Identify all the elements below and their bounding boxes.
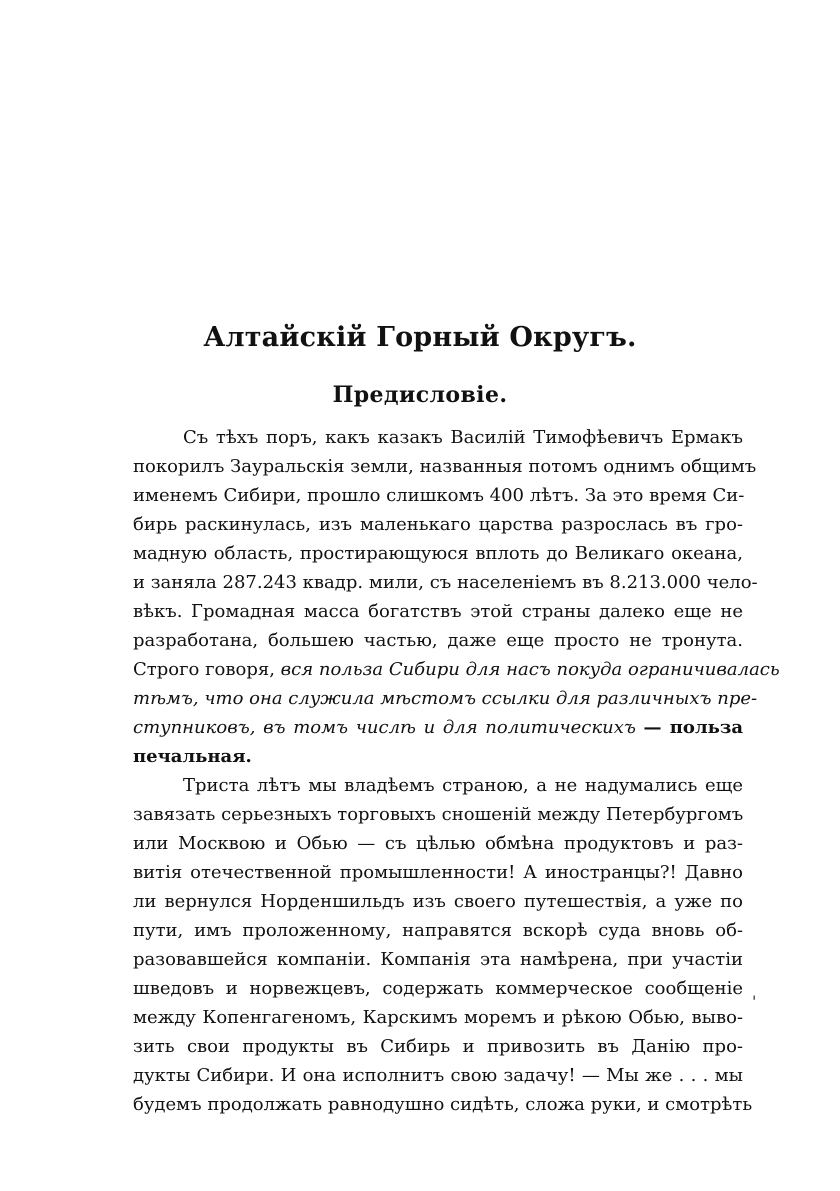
text-line: зить свои продукты въ Сибирь и привозить въ Данію про- (133, 1036, 743, 1057)
text-line: дукты Сибири. И она исполнитъ свою задачу! — Мы же . . . мы (133, 1065, 743, 1086)
paragraph-2 (133, 771, 753, 1119)
text-line: пути, имъ проложенному, направятся вскорѣ суда вновь об- (133, 920, 743, 941)
text-line: вѣкъ. Громадная масса богатствъ этой страны далеко еще не (133, 601, 743, 622)
text-line: будемъ продолжать равнодушно сидѣть, сложа руки, и смотрѣть (133, 1094, 753, 1115)
text-line: разработана, большею частью, даже еще просто не тронута. (133, 630, 743, 651)
text-line: между Копенгагеномъ, Карскимъ моремъ и рѣкою Обью, выво- (133, 1007, 743, 1028)
text-line: шведовъ и норвежцевъ, содержать коммерческое сообщеніе (133, 978, 743, 999)
margin-mark: ' (752, 992, 757, 1011)
text-line: витія отечественной промышленности! А иностранцы?! Давно (133, 862, 743, 883)
text-line: мадную область, простирающуюся вплоть до Великаго океана, (133, 543, 743, 564)
bold-line: печальная. (133, 746, 252, 767)
text-line (133, 655, 780, 684)
text-line: или Москвою и Обью — съ цѣлью обмѣна продуктовъ и раз- (133, 833, 743, 854)
text-line: покорилъ Зауральскія земли, названныя потомъ однимъ общимъ (133, 456, 757, 477)
plain-phrase: Строго говоря, (133, 659, 275, 680)
text-line: завязать серьезныхъ торговыхъ сношеній между Петербургомъ (133, 804, 744, 825)
section-heading: Предисловіе. (332, 382, 508, 408)
italic-line: тѣмъ, что она служила мѣстомъ ссылки для различныхъ пре- (133, 688, 758, 709)
text-line: Съ тѣхъ поръ, какъ казакъ Василій Тимофѣевичъ Ермакъ (183, 427, 743, 448)
italic-phrase: ступниковъ, въ томъ числѣ и для политическихъ (133, 717, 636, 738)
bold-phrase: — польза (643, 717, 743, 738)
body-text (133, 423, 780, 1119)
text-line (133, 713, 743, 742)
text-line: разовавшейся компаніи. Компанія эта намѣрена, при участіи (133, 949, 743, 970)
text-line: и заняла 287.243 квадр. мили, съ населеніемъ въ 8.213.000 чело- (133, 572, 758, 593)
text-line: Триста лѣтъ мы владѣемъ страною, а не надумались еще (183, 775, 743, 796)
italic-phrase: вся польза Сибири для насъ покуда ограничивалась (280, 659, 780, 680)
paragraph-1 (133, 423, 780, 771)
text-line: ли вернулся Норденшильдъ изъ своего путешествія, а уже по (133, 891, 743, 912)
text-line: бирь раскинулась, изъ маленькаго царства разрослась въ гро- (133, 514, 743, 535)
text-line: именемъ Сибири, прошло слишкомъ 400 лѣтъ. За это время Си- (133, 485, 745, 506)
chapter-title: Алтайскій Горный Округъ. (203, 322, 637, 353)
